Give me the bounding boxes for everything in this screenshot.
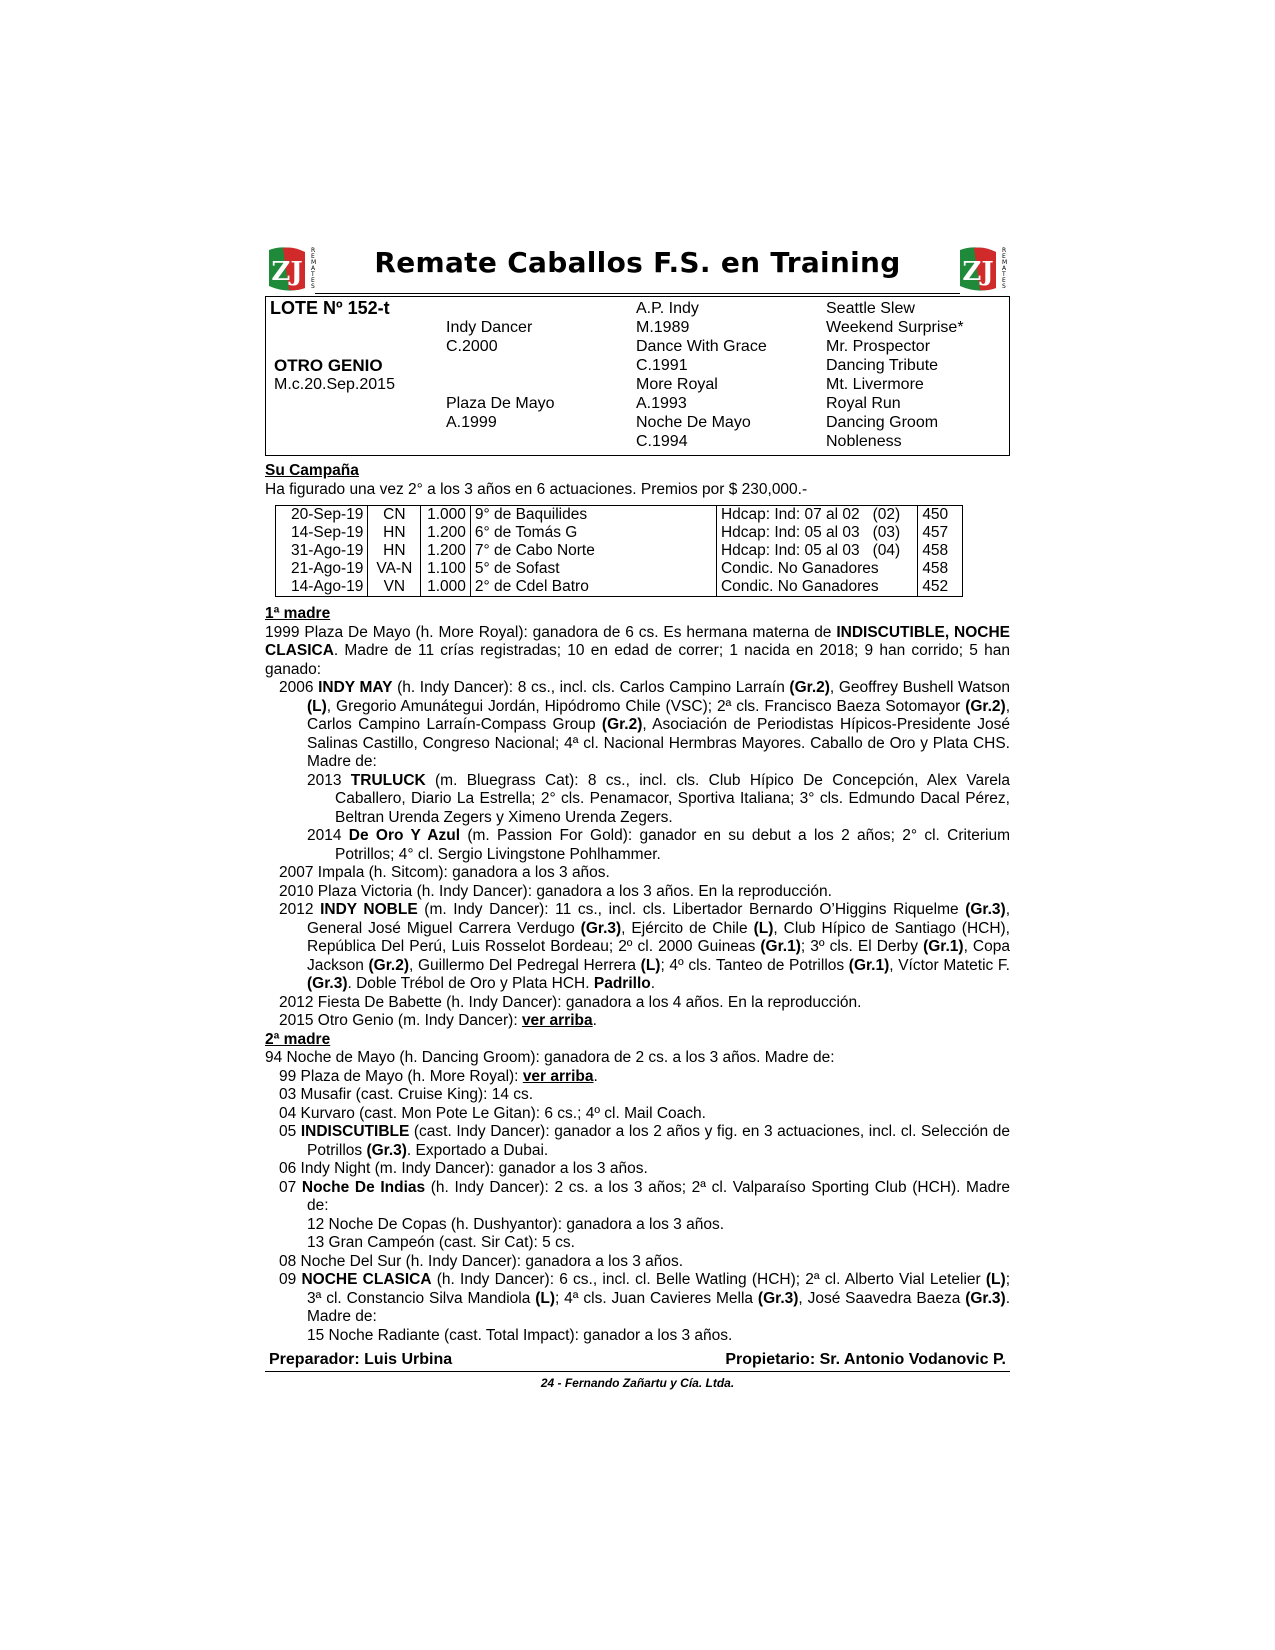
svg-text:M: M (311, 259, 317, 266)
race-date: 14-Ago-19 (276, 578, 368, 597)
great-grandparent-line: Mt. Livermore (826, 376, 924, 393)
dam-name: Plaza De Mayo (446, 395, 555, 412)
produce-entry: 12 Noche De Copas (h. Dushyantor): ganadora a los 3 años. (307, 1215, 725, 1233)
svg-text:R: R (1002, 247, 1007, 254)
zj-remates-logo (265, 244, 319, 294)
document-page (265, 240, 1010, 1390)
race-date: 21-Ago-19 (276, 560, 368, 578)
produce-entry: 07 Noche De Indias (h. Indy Dancer): 2 cs. a los 3 años; 2ª cl. Valparaíso Sporting Club (HCH). Madre de: (279, 1178, 1010, 1214)
produce-entry: 04 Kurvaro (cast. Mon Pote Le Gitan): 6 cs.; 4º cl. Mail Coach. (279, 1104, 706, 1122)
produce-entry: 2012 INDY NOBLE (m. Indy Dancer): 11 cs., incl. cls. Libertador Bernardo O’Higgins Riquelme (Gr.3), General José Miguel Carrera Verdugo (Gr.3), Ejército de Chile (L), Club Hípico de Santiago (HCH), República Del Perú, Luis Rosselot Bordeau; 2º cl. 2000 Guineas (Gr.1); 3º cls. El Derby (Gr.1), Copa Jackson (Gr.2), Guillermo Del Pedregal Herrera (L); 4º cls. Tanteo de Potrillos (Gr.1), Víctor Matetic F. (Gr.3). Doble Trébol de Oro y Plata HCH. Padrillo. (279, 901, 1010, 992)
race-position: 6° de Tomás G (470, 524, 716, 542)
pedigree-col-horse (270, 299, 440, 394)
race-condition: Hdcap: Ind: 05 al 03 (04) (716, 542, 917, 560)
owner-label: Propietario: Sr. Antonio Vodanovic P. (725, 1351, 1006, 1368)
race-weight: 458 (918, 560, 963, 578)
produce-entry: 2006 INDY MAY (h. Indy Dancer): 8 cs., incl. cls. Carlos Campino Larraín (Gr.2), Geoffrey Bushell Watson (L), Gregorio Amunátegui Jordán, Hipódromo Chile (VSC); 2ª cls. Francisco Baeza Sotomayor (Gr.2), Carlos Campino Larraín-Compass Group (Gr.2), Asociación de Periodistas Hípicos-Presidente José Salinas Castillo, Congreso Nacional; 4ª cl. Nacional Hermbras Mayores. Caballo de Oro y Plata CHS. Madre de: (279, 679, 1010, 770)
race-condition: Hdcap: Ind: 05 al 03 (03) (716, 524, 917, 542)
great-grandparent-line: Dancing Tribute (826, 357, 939, 374)
campaign-heading: Su Campaña (265, 462, 359, 479)
produce-entry: 15 Noche Radiante (cast. Total Impact): ganador a los 3 años. (307, 1326, 733, 1344)
campaign-summary: Ha figurado una vez 2° a los 3 años en 6 actuaciones. Premios por $ 230,000.- (265, 480, 808, 498)
race-track: VA-N (368, 560, 421, 578)
produce-entry: 06 Indy Night (m. Indy Dancer): ganador a los 3 años. (279, 1160, 648, 1177)
grandparent-line: M.1989 (636, 319, 690, 336)
footer-divider (265, 1371, 1010, 1372)
race-track: HN (368, 542, 421, 560)
grandparent-line: Noche De Mayo (636, 414, 751, 431)
svg-text:M: M (1002, 259, 1008, 266)
race-position: 2° de Cdel Batro (470, 578, 716, 597)
produce-entry: 2013 TRULUCK (m. Bluegrass Cat): 8 cs., incl. cls. Club Hípico De Concepción, Alex Varela Caballero, Diario La Estrella; 2° cls. Penamacor, Sportiva Italiana; 3° cls. Edmundo Dacal Pérez, Beltran Urenda Zegers y Ximeno Urenda Zegers. (307, 771, 1010, 826)
race-position: 9° de Baquilides (470, 506, 716, 525)
great-grandparent-line: Weekend Surprise* (826, 319, 964, 336)
pedigree-col-grandparents (636, 299, 816, 451)
table-row (276, 542, 963, 560)
race-weight: 457 (918, 524, 963, 542)
trainer-label: Preparador: Luis Urbina (269, 1351, 453, 1368)
great-grandparent-line: Nobleness (826, 433, 902, 450)
grandparent-line: More Royal (636, 376, 718, 393)
horse-info: M.c.20.Sep.2015 (274, 376, 395, 393)
zj-remates-logo-right (956, 244, 1010, 294)
grandparent-line: A.P. Indy (636, 300, 699, 317)
svg-text:ZJ: ZJ (271, 257, 303, 287)
race-condition: Condic. No Ganadores (716, 560, 917, 578)
produce-entry: 99 Plaza de Mayo (h. More Royal): ver arriba. (279, 1067, 598, 1085)
table-row (276, 506, 963, 525)
svg-text:E: E (1002, 277, 1006, 284)
produce-entry: 2015 Otro Genio (m. Indy Dancer): ver arriba. (279, 1012, 597, 1029)
second-dam-heading: 2ª madre (265, 1030, 331, 1048)
race-track: HN (368, 524, 421, 542)
race-position: 7° de Cabo Norte (470, 542, 716, 560)
race-distance: 1.200 (421, 524, 471, 542)
lot-number: LOTE Nº 152-t (270, 298, 390, 318)
race-date: 14-Sep-19 (276, 524, 368, 542)
page-footer-note: 24 - Fernando Zañartu y Cía. Ltda. (540, 1376, 735, 1390)
table-row (276, 524, 963, 542)
document-title: Remate Caballos F.S. en Training (374, 246, 901, 279)
race-distance: 1.200 (421, 542, 471, 560)
grandparent-line: C.1994 (636, 433, 688, 450)
race-distance: 1.100 (421, 560, 471, 578)
table-row (276, 578, 963, 597)
first-dam-heading: 1ª madre (265, 605, 331, 622)
table-row (276, 560, 963, 578)
produce-entry: 09 NOCHE CLASICA (h. Indy Dancer): 6 cs., incl. cl. Belle Watling (HCH); 2ª cl. Alberto Vial Letelier (L); 3ª cl. Constancio Silva Mandiola (L); 4ª cls. Juan Cavieres Mella (Gr.3), José Saavedra Baeza (Gr.3). Madre de: (279, 1271, 1011, 1325)
produce-entry: 03 Musafir (cast. Cruise King): 14 cs. (279, 1086, 534, 1103)
produce-entry: 2012 Fiesta De Babette (h. Indy Dancer): ganadora a los 4 años. En la reproducción. (279, 993, 862, 1011)
footer-credits (265, 1349, 1010, 1371)
race-condition: Condic. No Ganadores (716, 578, 917, 597)
pedigree-col-parents (446, 299, 626, 432)
race-distance: 1.000 (421, 506, 471, 525)
svg-text:A: A (1002, 265, 1007, 272)
svg-text:S: S (311, 283, 315, 290)
race-date: 20-Sep-19 (276, 506, 368, 525)
great-grandparent-line: Seattle Slew (826, 300, 915, 317)
race-track: VN (368, 578, 421, 597)
great-grandparent-line: Royal Run (826, 395, 901, 412)
race-condition: Hdcap: Ind: 07 al 02 (02) (716, 506, 917, 525)
produce-entry: 2010 Plaza Victoria (h. Indy Dancer): ganadora a los 3 años. En la reproducción. (279, 882, 832, 900)
race-weight: 452 (918, 578, 963, 597)
see-above-link: ver arriba (522, 1067, 594, 1085)
page-header (265, 240, 1010, 296)
produce-entry: 08 Noche Del Sur (h. Indy Dancer): ganadora a los 3 años. (279, 1252, 684, 1270)
svg-text:E: E (311, 253, 315, 260)
sire-info: C.2000 (446, 338, 498, 355)
dam-info: A.1999 (446, 414, 497, 431)
svg-text:T: T (1002, 271, 1006, 278)
second-dam-intro: 94 Noche de Mayo (h. Dancing Groom): ganadora de 2 cs. a los 3 años. Madre de: (265, 1049, 835, 1066)
svg-text:T: T (311, 271, 315, 278)
first-dam-intro: 1999 Plaza De Mayo (h. More Royal): ganadora de 6 cs. Es hermana materna de INDISCUTIBLE, NOCHE CLASICA. Madre de 11 crías registradas; 10 en edad de correr; 1 nacida en 2018; 9 han corrido; 5 han ganado: (265, 623, 1010, 678)
produce-entry: 05 INDISCUTIBLE (cast. Indy Dancer): ganador a los 2 años y fig. en 3 actuaciones, incl. cl. Selección de Potrillos (Gr.3). Exportado a Dubai. (279, 1123, 1010, 1159)
pedigree-col-great-grandparents (826, 299, 1006, 451)
great-grandparent-line: Dancing Groom (826, 414, 939, 431)
svg-text:S: S (1002, 283, 1006, 290)
race-results-table (275, 505, 963, 597)
race-date: 31-Ago-19 (276, 542, 368, 560)
sire-name: Indy Dancer (446, 319, 533, 336)
race-weight: 450 (918, 506, 963, 525)
grandparent-line: A.1993 (636, 395, 687, 412)
produce-entry: 13 Gran Campeón (cast. Sir Cat): 5 cs. (307, 1234, 575, 1251)
produce-entry: 2014 De Oro Y Azul (m. Passion For Gold): ganador en su debut a los 2 años; 2° cl. Criterium Potrillos; 4° cl. Sergio Livingstone Pohlhammer. (307, 827, 1011, 863)
horse-name: OTRO GENIO (274, 356, 383, 375)
grandparent-line: Dance With Grace (636, 338, 767, 355)
great-grandparent-line: Mr. Prospector (826, 338, 931, 355)
race-position: 5° de Sofast (470, 560, 716, 578)
race-distance: 1.000 (421, 578, 471, 597)
svg-text:ZJ: ZJ (962, 257, 994, 287)
svg-text:R: R (311, 247, 316, 254)
svg-text:A: A (311, 265, 316, 272)
see-above-link: ver arriba (521, 1012, 593, 1029)
title-underline (315, 293, 960, 294)
produce-entry: 2007 Impala (h. Sitcom): ganadora a los 3 años. (279, 864, 610, 881)
svg-text:E: E (1002, 253, 1006, 260)
grandparent-line: C.1991 (636, 357, 688, 374)
pedigree-box (265, 296, 1010, 456)
svg-text:E: E (311, 277, 315, 284)
race-track: CN (368, 506, 421, 525)
race-weight: 458 (918, 542, 963, 560)
